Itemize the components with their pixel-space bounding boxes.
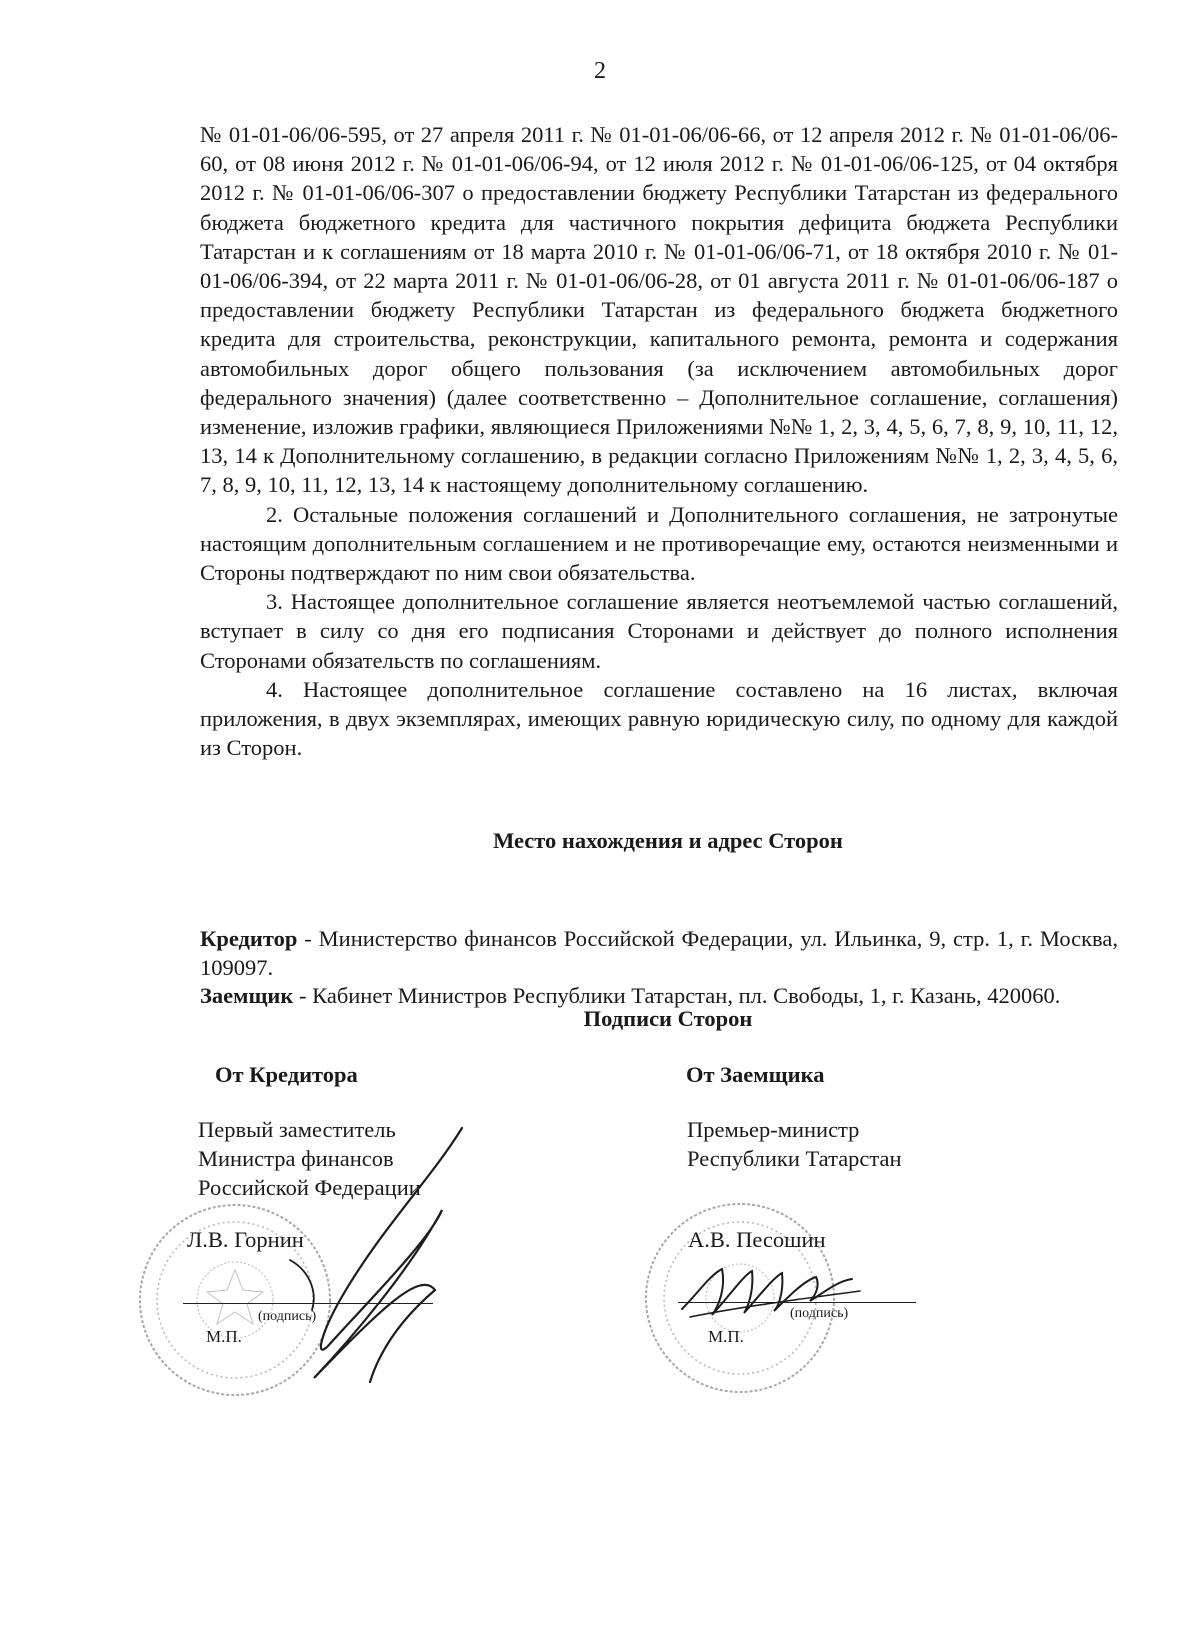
creditor-signature-caption: (подпись) bbox=[258, 1309, 317, 1324]
borrower-heading: От Заемщика bbox=[686, 1062, 825, 1087]
borrower-address-text: - Кабинет Министров Республики Татарстан, пл. Свободы, 1, г. Казань, 420060. bbox=[293, 983, 1061, 1008]
paragraph-1: № 01-01-06/06-595, от 27 апреля 2011 г. № 01-01-06/06-66, от 12 апреля 2012 г. № 01-01-06/06-60, от 08 июня 2012 г. № 01-01-06/06-94, от 12 июля 2012 г. № 01-01-06/06-125, от 04 октября 2012 г. № 01-01-06/06-307 о предоставлении бюджету Республики Татарстан из федерального бюджета бюджетного кредита для частичного покрытия дефицита бюджета Республики Татарстан и к соглашениям от 18 марта 2010 г. № 01-01-06/06-71, от 18 октября 2010 г. № 01-01-06/06-394, от 22 марта 2011 г. № 01-01-06/06-28, от 01 августа 2011 г. № 01-01-06/06-187 о предоставлении бюджету Республики Татарстан из федерального бюджета бюджетного кредита для строительства, реконструкции, капитального ремонта, ремонта и содержания автомобильных дорог общего пользования (за исключением автомобильных дорог федерального значения) (далее соответственно – Дополнительное соглашение, соглашения) изменение, изложив графики, являющиеся Приложениями №№ 1, 2, 3, 4, 5, 6, 7, 8, 9, 10, 11, 12, 13, 14 к Дополнительному соглашению, в редакции согласно Приложениям №№ 1, 2, 3, 4, 5, 6, 7, 8, 9, 10, 11, 12, 13, 14 к настоящему дополнительному соглашению. bbox=[200, 122, 1118, 498]
page-number: 2 bbox=[594, 58, 606, 84]
creditor-heading: От Кредитора bbox=[215, 1062, 358, 1087]
creditor-position-line: Российской Федерации bbox=[198, 1175, 421, 1200]
borrower-position bbox=[687, 1115, 902, 1173]
creditor-address-text: - Министерство финансов Российской Федерации, ул. Ильинка, 9, стр. 1, г. Москва, 109097. bbox=[200, 926, 1118, 980]
signatures-heading: Подписи Сторон bbox=[583, 1006, 753, 1031]
creditor-stamp-place: М.П. bbox=[206, 1327, 242, 1346]
borrower-signer-name: А.В. Песошин bbox=[688, 1227, 826, 1252]
paragraph-2: 2. Остальные положения соглашений и Дополнительного соглашения, не затронутые настоящим дополнительным соглашением и не противоречащие ему, остаются неизменными и Стороны подтверждают по ним свои обязательства. bbox=[200, 501, 1118, 586]
paragraph-4: 4. Настоящее дополнительное соглашение составлено на 16 листах, включая приложения, в двух экземплярах, имеющих равную юридическую силу, по одному для каждой из Сторон. bbox=[200, 676, 1118, 761]
borrower-handwritten-signature bbox=[670, 1255, 870, 1335]
borrower-position-line: Премьер-министр bbox=[687, 1117, 860, 1142]
borrower-position-line: Республики Татарстан bbox=[687, 1146, 902, 1171]
borrower-stamp-place: М.П. bbox=[708, 1327, 744, 1346]
creditor-label: Кредитор bbox=[200, 926, 298, 951]
addresses-heading: Место нахождения и адрес Сторон bbox=[493, 828, 843, 853]
creditor-signer-name: Л.В. Горнин bbox=[187, 1227, 304, 1252]
creditor-handwritten-signature bbox=[230, 1120, 490, 1400]
borrower-label: Заемщик bbox=[200, 983, 294, 1008]
paragraph-3: 3. Настоящее дополнительное соглашение является неотъемлемой частью соглашений, вступает в силу со дня его подписания Сторонами и действует до полного исполнения Сторонами обязательств по соглашениям. bbox=[200, 589, 1118, 673]
agreement-body bbox=[200, 120, 1118, 762]
borrower-signature-caption: (подпись) bbox=[790, 1306, 849, 1321]
creditor-address bbox=[200, 925, 1118, 982]
creditor-position-line: Министра финансов bbox=[198, 1146, 394, 1171]
addresses-block bbox=[200, 925, 1118, 1011]
creditor-position-line: Первый заместитель bbox=[198, 1117, 396, 1142]
